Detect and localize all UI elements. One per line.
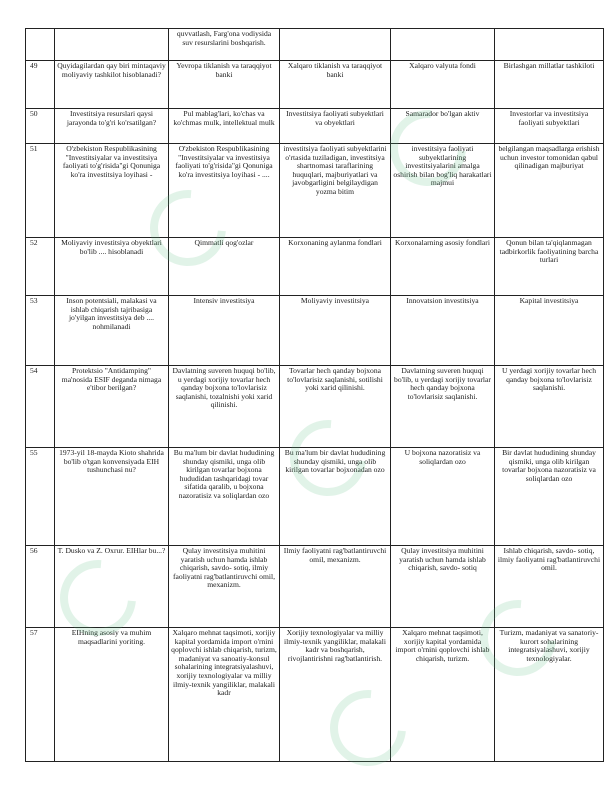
table-row [26,546,604,628]
answer-option-3: investitsiya faoliyati subyektlarining investitsiyalarini amalga oshirish bilan bog'liq harakatlari majmui [391,144,495,238]
answer-correct: Bu ma'lum bir davlat hududining shunday qismiki, unga olib kirilgan tovarlar bojxona hududidan tashqaridagi tovar sifatida qaralib, u bojxona nazoratisiz va soliqlardan ozo [169,448,280,546]
question-number: 50 [26,109,55,144]
table-row [26,628,604,762]
answer-option-3: Qulay investitsiya muhitini yaratish uchun hamda ishlab chiqarish, savdo- sotiq [391,546,495,628]
answer-correct: Yevropa tiklanish va taraqqiyot banki [169,61,280,109]
table-row [26,109,604,144]
answer-option-4 [495,29,604,61]
question-text: Investitsiya resurslari qaysi jarayonda to'g'ri ko'rsatilgan? [55,109,169,144]
answer-option-2: Xalqaro tiklanish va taraqqiyot banki [280,61,391,109]
table-row [26,366,604,448]
question-number: 49 [26,61,55,109]
answer-correct: O'zbekiston Respublikasining "Investitsiyalar va investitsiya faoliyati to'g'risida"gi Qonuniga ko'ra investitsiya loyihasi - .... [169,144,280,238]
answer-correct: Xalqaro mehnat taqsimoti, xorijiy kapital yordamida import o'rnini qoplovchi ishlab chiqarish, turizm, madaniyat va sanoatiy-konsul sohalarining integratsiyalashuvi, xorijiy texnologiyalar va milliy ilmiy-texnik yangiliklar, malakali kadr [169,628,280,762]
answer-correct: quvvatlash, Farg'ona vodiysida suv resurslarini boshqarish. [169,29,280,61]
answer-option-4: U yerdagi xorijiy tovarlar hech qanday bojxona to'lovlarisiz saqlanishi. [495,366,604,448]
question-text: Moliyaviy investitsiya obyektlari bo'lib .... hisoblanadi [55,238,169,296]
answer-option-3: Davlatning suveren huquqi bo'lib, u yerdagi xorijiy tovarlar hech qanday bojxona to'lovlarisiz saqlanishi. [391,366,495,448]
table-row [26,296,604,366]
answer-correct: Intensiv investitsiya [169,296,280,366]
question-number: 57 [26,628,55,762]
answer-correct: Davlatning suveren huquqi bo'lib, u yerdagi xorijiy tovarlar hech qanday bojxona to'lovlarisiz saqlanishi, tozalnishi yoki xarid qilinishi. [169,366,280,448]
answer-option-4: Kapital investitsiya [495,296,604,366]
question-number: 53 [26,296,55,366]
question-text: T. Dusko va Z. Oxrur. EIHlar bu...? [55,546,169,628]
answer-option-2 [280,29,391,61]
question-number [26,29,55,61]
question-text: 1973-yil 18-mayda Kioto shahrida bo'lib o'tgan konvensiyada EIH tushunchasi nu? [55,448,169,546]
answer-option-2: Xorijiy texnologiyalar va milliy ilmiy-texnik yangiliklar, malakali kadr va boshqarish, rivojlantirishni rag'batlantirish. [280,628,391,762]
answer-option-2: Korxonaning aylanma fondlari [280,238,391,296]
answer-option-2: Ilmiy faoliyatni rag'batlantiruvchi omil, mexanizm. [280,546,391,628]
answer-option-4: Turizm, madaniyat va sanatoriy-kurort sohalarining integratsiyalashuvi, xorijiy texnologiyalar. [495,628,604,762]
answer-correct: Qulay investitsiya muhitini yaratish uchun hamda ishlab chiqarish, savdo- sotiq, ilmiy faoliyatni rag'batlantiruvchi omil, mexanizm. [169,546,280,628]
answer-option-2: Tovarlar hech qanday bojxona to'lovlarisiz saqlanishi, sotilishi yoki xarid qilinishi. [280,366,391,448]
answer-option-3: Xalqaro mehnat taqsimoti, xorijiy kapital yordamida import o'rnini qoplovchi ishlab chiqarish, turizm. [391,628,495,762]
table-row [26,448,604,546]
answer-correct: Qimmatli qog'ozlar [169,238,280,296]
question-text: O'zbekiston Respublikasining "Investitsiyalar va investitsiya faoliyati to'g'risida"gi Qonuniga ko'ra investitsiya loyihasi - [55,144,169,238]
question-text: EIHning asosiy va muhim maqsadlarini yoriting. [55,628,169,762]
answer-option-2: Investitsiya faoliyati subyektlari va obyektlari [280,109,391,144]
answer-option-4: Birlashgan millatlar tashkiloti [495,61,604,109]
answer-option-3: U bojxona nazoratisiz va soliqlardan ozo [391,448,495,546]
question-number: 51 [26,144,55,238]
question-text: Inson potentsiali, malakasi va ishlab chiqarish tajribasiga jo'yilgan investitsiya deb .... nohmilanadi [55,296,169,366]
question-number: 55 [26,448,55,546]
answer-option-2: Moliyaviy investitsiya [280,296,391,366]
answer-option-3: Korxonalarning asosiy fondlari [391,238,495,296]
answer-option-2: Bu ma'lum bir davlat hududining shunday qismiki, unga olib kirilgan tovarlar bojxonadan ozo [280,448,391,546]
table-row [26,238,604,296]
table-row [26,29,604,61]
question-text: Protektsio "Antidamping" ma'nosida ESIF deganda nimaga e'tibor berilgan? [55,366,169,448]
answer-option-4: Investorlar va investitsiya faoliyati subyektlari [495,109,604,144]
answer-option-3: Innovatsion investitsiya [391,296,495,366]
question-number: 56 [26,546,55,628]
answer-option-4: Bir davlat hududining shunday qismiki, unga olib kirilgan tovarlar bojxona nazoratisiz va soliqlardan ozo [495,448,604,546]
answer-correct: Pul mablag'lari, ko'chas va ko'chmas mulk, intellektual mulk [169,109,280,144]
answer-option-3: Samarador bo'lgan aktiv [391,109,495,144]
answer-option-4: belgilangan maqsadlarga erishish uchun investor tomonidan qabul qilinadigan majburiyat [495,144,604,238]
question-number: 54 [26,366,55,448]
question-number: 52 [26,238,55,296]
questions-table [25,28,604,762]
table-row [26,144,604,238]
question-text: Quyidagilardan qay biri mintaqaviy moliyaviy tashkilot hisoblanadi? [55,61,169,109]
answer-option-2: investitsiya faoliyati subyektlarini o'rtasida tuziladigan, investitsiya shartnomasi taraflarining huquqlari, majburiyatlari va javobgarligini belgilaydigan yozma bitim [280,144,391,238]
table-row [26,61,604,109]
answer-option-3: Xalqaro valyuta fondi [391,61,495,109]
answer-option-4: Ishlab chiqarish, savdo- sotiq, ilmiy faoliyatni rag'batlantiruvchi omil. [495,546,604,628]
answer-option-4: Qonun bilan ta'qiqlanmagan tadbirkorlik faoliyatining barcha turlari [495,238,604,296]
question-text [55,29,169,61]
answer-option-3 [391,29,495,61]
